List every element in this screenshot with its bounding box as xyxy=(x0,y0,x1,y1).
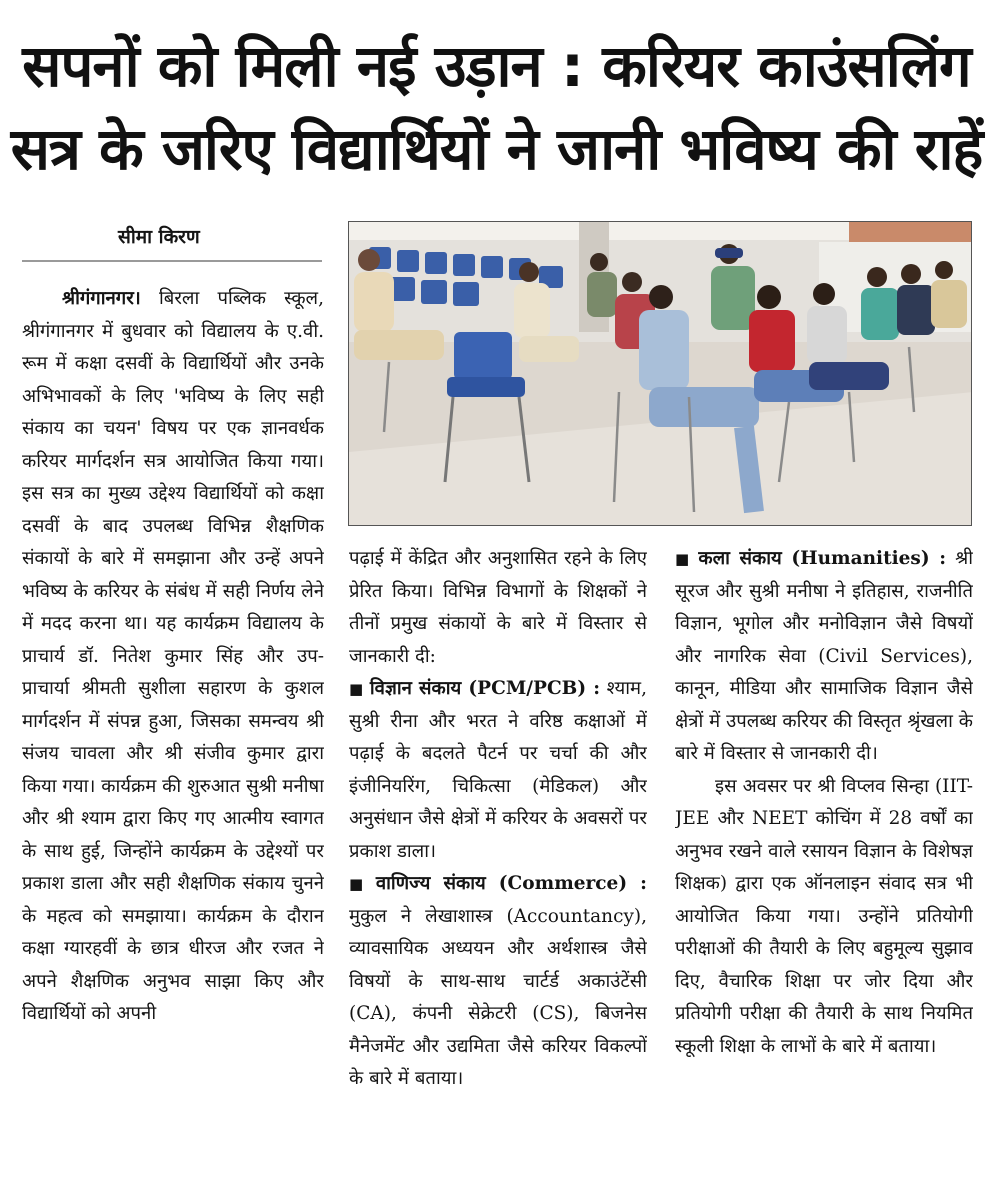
headline-line-2: सत्र के जरिए विद्यार्थियों ने जानी भविष्य की राहें xyxy=(10,115,983,183)
square-bullet-icon: ■ xyxy=(349,680,364,698)
closing-paragraph: इस अवसर पर श्री विप्लव सिन्हा (IIT-JEE और NEET कोचिंग में 28 वर्षों का अनुभव रखने वाले रसायन विज्ञान के विशेषज्ञ शिक्षक) द्वारा एक ऑनलाइन संवाद सत्र भी आयोजित किया गया। उन्होंने प्रतियोगी परीक्षाओं की तैयारी के लिए बहुमूल्य सुझाव दिए, वैचारिक शिक्षा पर जोर दिया और प्रतियोगी परीक्षा की तैयारी के साथ नियमित स्कूली शिक्षा के लाभों के बारे में बताया। xyxy=(675,775,973,1057)
article-column-2 xyxy=(349,543,647,1188)
dateline-place: श्रीगंगानगर। xyxy=(62,288,141,309)
commerce-heading: वाणिज्य संकाय (Commerce) : xyxy=(375,873,647,894)
byline: सीमा किरण xyxy=(118,226,200,248)
arts-text: श्री सूरज और सुश्री मनीषा ने इतिहास, राजनीति विज्ञान, भूगोल और मनोविज्ञान जैसे विषयों और नागरिक सेवा (Civil Services), कानून, मीडिया और सामाजिक विज्ञान जैसे क्षेत्रों में उपलब्ध करियर की विस्तृत श्रृंखला के बारे में विस्तार से जानकारी दी। xyxy=(675,548,973,764)
article-column-1 xyxy=(22,283,324,1188)
commerce-text: मुकुल ने लेखाशास्त्र (Accountancy), व्यावसायिक अध्ययन और अर्थशास्त्र जैसे विषयों के साथ-साथ चार्टर्ड अकाउंटेंसी (CA), कंपनी सेक्रेटरी (CS), बिजनेस मैनेजमेंट और उद्यमिता जैसे करियर विकल्पों के बारे में बताया। xyxy=(349,905,647,1089)
column-1-text: बिरला पब्लिक स्कूल, श्रीगंगानगर में बुधवार को विद्यालय के ए.वी. रूम में कक्षा दसवीं के विद्यार्थियों और उनके अभिभावकों के लिए 'भविष्य के लिए सही संकाय का चयन' विषय पर एक ज्ञानवर्धक करियर मार्गदर्शन सत्र आयोजित किया गया। इस सत्र का मुख्य उद्देश्य विद्यार्थियों को कक्षा दसवीं के बाद उपलब्ध विभिन्न शैक्षणिक संकायों के बारे में समझाना और उन्हें अपने भविष्य के करियर के संबंध में सही निर्णय लेने में मदद करना था। यह कार्यक्रम विद्यालय के प्राचार्य डॉ. नितेश कुमार सिंह और उप-प्राचार्या श्रीमती सुशीला सहारण के कुशल मार्गदर्शन में संपन्न हुआ, जिसका समन्वय श्री संजय चावला और श्री संजीव कुमार द्वारा किया गया। कार्यक्रम की शुरुआत सुश्री मनीषा और श्री श्याम द्वारा किए गए आत्मीय स्वागत के साथ हुई, जिन्होंने कार्यक्रम के उद्देश्यों पर प्रकाश डाला और सही शैक्षणिक संकाय चुनने के महत्व को समझाया। कार्यक्रम के दौरान कक्षा ग्यारहवीं के छात्र धीरज और रजत ने अपने शैक्षणिक अनुभव साझा किए और विद्यार्थियों को अपनी xyxy=(22,288,324,1024)
byline-rule xyxy=(22,260,322,262)
science-text: श्याम, सुश्री रीना और भरत ने वरिष्ठ कक्षाओं में पढ़ाई के बदलते पैटर्न पर चर्चा की और इंजीनियरिंग, चिकित्सा (मेडिकल) और अनुसंधान जैसे क्षेत्रों में करियर के अवसरों पर प्रकाश डाला। xyxy=(349,678,647,862)
news-photo xyxy=(348,221,972,526)
column-2-intro: पढ़ाई में केंद्रित और अनुशासित रहने के लिए प्रेरित किया। विभिन्न विभागों के शिक्षकों ने तीनों प्रमुख संकायों के बारे में विस्तार से जानकारी दी: xyxy=(349,548,647,667)
square-bullet-icon: ■ xyxy=(349,875,370,893)
science-heading: विज्ञान संकाय (PCM/PCB) : xyxy=(369,678,601,699)
square-bullet-icon: ■ xyxy=(675,550,693,568)
article-column-3 xyxy=(675,543,973,1188)
headline-line-1: सपनों को मिली नई उड़ान : करियर काउंसलिंग xyxy=(22,32,971,100)
arts-heading: कला संकाय (Humanities) : xyxy=(698,548,947,569)
